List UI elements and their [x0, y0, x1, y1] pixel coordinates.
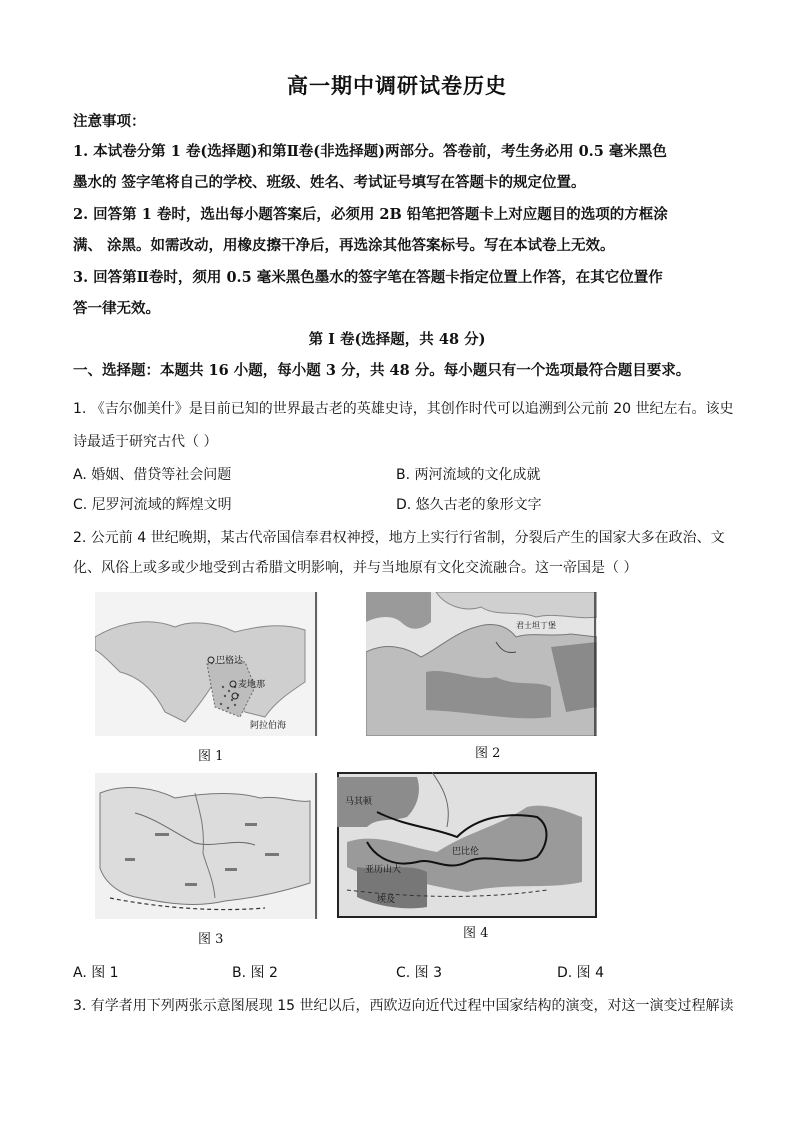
section-intro: 一、选择题：本题共 16 小题，每小题 3 分，共 48 分。每小题只有一个选项最符合题目要求。: [73, 362, 691, 379]
map-caption-3: 图 3: [198, 932, 224, 947]
map-label: 埃及: [377, 895, 396, 905]
question-2-stem-cont: 化、风俗上或多或少地受到古希腊文明影响，并与当地原有文化交流融合。这一帝国是（ ）: [73, 560, 638, 576]
notice-line: 1. 本试卷分第 1 卷(选择题)和第Ⅱ卷(非选择题)两部分。答卷前，考生务必用 0.5 毫米黑色: [73, 143, 667, 160]
map-figure-4: [337, 772, 597, 918]
question-1-stem: 1. 《吉尔伽美什》是目前已知的世界最古老的英雄史诗，其创作时代可以追溯到公元前 20 世纪左右。该史: [73, 401, 734, 417]
option-d: D. 悠久古老的象形文字: [396, 497, 542, 513]
map-label: 巴比伦: [452, 847, 480, 857]
option-b: B. 两河流域的文化成就: [396, 467, 541, 483]
notice-line: 满、 涂黑。如需改动，用橡皮擦干净后，再选涂其他答案标号。写在本试卷上无效。: [73, 237, 615, 254]
map-label: 君士坦丁堡: [516, 621, 556, 630]
question-2-stem: 2. 公元前 4 世纪晚期，某古代帝国信奉君权神授，地方上实行行省制，分裂后产生的国家大多在政治、文: [73, 530, 725, 546]
map-caption-2: 图 2: [475, 746, 501, 761]
question-3-stem: 3. 有学者用下列两张示意图展现 15 世纪以后，西欧迈向近代过程中国家结构的演变，对这一演变过程解读: [73, 998, 734, 1014]
map-figure-1: [95, 592, 318, 736]
question-1-stem-cont: 诗最适于研究古代（ ）: [73, 434, 218, 450]
notice-line: 墨水的 签字笔将自己的学校、班级、姓名、考试证号填写在答题卡的规定位置。: [73, 174, 586, 191]
notice-line: 2. 回答第 1 卷时，选出每小题答案后，必须用 2B 铅笔把答题卡上对应题目的选项的方框涂: [73, 206, 668, 223]
option-c: C. 图 3: [396, 965, 443, 981]
option-a: A. 图 1: [73, 965, 119, 981]
map-label: 阿拉伯海: [250, 721, 287, 731]
map-figure-3: [95, 773, 318, 919]
page-title: 高一期中调研试卷历史: [287, 73, 507, 98]
option-c: C. 尼罗河流域的辉煌文明: [73, 497, 232, 513]
map-caption-1: 图 1: [198, 749, 224, 764]
map-label: 麦地那: [238, 680, 266, 690]
option-a: A. 婚姻、借贷等社会问题: [73, 467, 232, 483]
map-label: 马其顿: [345, 797, 373, 807]
section-title: 第 I 卷(选择题，共 48 分): [308, 331, 486, 348]
notice-heading: 注意事项：: [73, 113, 146, 130]
notice-line: 3. 回答第Ⅱ卷时，须用 0.5 毫米黑色墨水的签字笔在答题卡指定位置上作答，在其它位置作: [73, 269, 663, 286]
map-label: 亚历山大: [365, 865, 402, 875]
map-figure-2: [366, 592, 597, 736]
option-d: D. 图 4: [557, 965, 605, 981]
map-caption-4: 图 4: [463, 926, 489, 941]
map-label: 巴格达: [216, 656, 244, 666]
option-b: B. 图 2: [232, 965, 278, 981]
notice-line: 答一律无效。: [73, 300, 160, 317]
